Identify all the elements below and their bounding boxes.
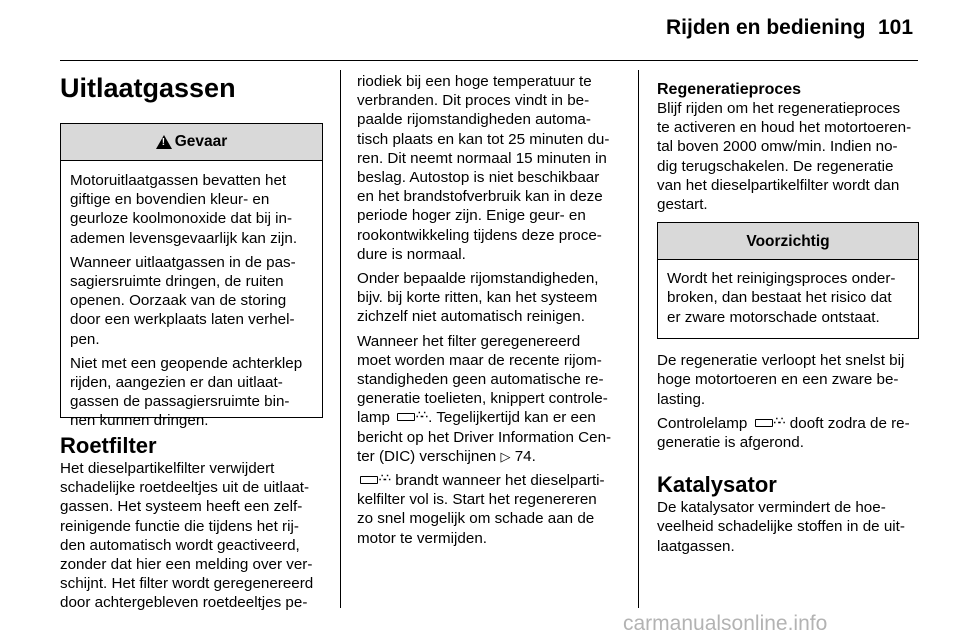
warning-box-title: Gevaar (174, 133, 228, 151)
warning-paragraph (70, 171, 314, 248)
text-line: periode hoger zijn. Enige geur- en (357, 207, 586, 225)
text-line: sagiersruimte dringen, de ruiten (70, 273, 284, 291)
column-1 (60, 72, 323, 618)
text-line: verbranden. Dit proces vindt in be- (357, 92, 590, 110)
text-line: giftige en bovendien kleur- en (70, 191, 270, 209)
text-fragment: . Tegelijkertijd kan er een (428, 409, 596, 427)
text-line: dure is normaal. (357, 245, 466, 263)
page-reference[interactable]: 74. (514, 447, 536, 465)
text-line: en het brandstofverbruik kan in deze (357, 188, 603, 206)
text-line: bijv. bij korte ritten, kan het systeem (357, 289, 598, 307)
text-line (357, 408, 623, 427)
text-fragment: lamp (357, 409, 390, 427)
text-fragment: dooft zodra de re- (789, 414, 910, 432)
text-line: moet worden maar de recente rijom- (357, 351, 602, 369)
warning-paragraph (70, 253, 314, 349)
column-2 (357, 72, 623, 553)
text-line: hoge motortoeren en een zware be- (657, 371, 899, 389)
warning-box-header (61, 124, 322, 161)
text-line: generatie toelieten, knippert controle- (357, 390, 608, 408)
text-line: Blijf rijden om het regeneratieproces (657, 100, 901, 117)
text-line: zo snel mogelijk om schade aan de (357, 510, 595, 528)
warning-box-body (61, 161, 322, 444)
warning-box (60, 123, 323, 430)
warning-triangle-icon (156, 135, 172, 149)
katalysator-paragraph (657, 498, 919, 556)
caution-box (657, 222, 919, 339)
text-line: standigheden geen automatische re- (357, 371, 604, 389)
regeneration-process-paragraph (657, 99, 919, 214)
text-line: er zware motorschade ontstaat. (667, 308, 880, 326)
text-line: gassen. Het systeem heeft een zelf- (60, 498, 303, 516)
text-line: gassen de passagiersruimte bin- (70, 393, 290, 411)
page-number: 101 (878, 16, 914, 39)
text-line: Niet met een geopende achterklep (70, 354, 303, 372)
text-line: schadelijke roetdeeltjes uit de uitlaat- (60, 479, 310, 497)
diesel-particulate-filter-icon: ∴∴ (359, 474, 389, 486)
text-line: ademen levensgevaarlijk kan zijn. (70, 229, 298, 247)
text-line: Wordt het reinigingsproces onder- (667, 270, 896, 288)
text-line: bericht op het Driver Information Cen- (357, 428, 612, 446)
text-line: te activeren en houd het motortoeren- (657, 119, 912, 137)
text-line: generatie is afgerond. (657, 434, 804, 452)
text-line: Het dieselpartikelfilter verwijdert (60, 460, 275, 477)
text-line: openen. Oorzaak van de storing (70, 292, 287, 310)
text-line: Motoruitlaatgassen bevatten het (70, 172, 287, 189)
text-fragment: Controlelamp (657, 414, 748, 432)
text-line: rijden, aangezien er dan uitlaat- (70, 374, 283, 392)
section-heading-uitlaatgassen: Uitlaatgassen (60, 73, 236, 103)
fastest-regeneration-paragraph (657, 351, 919, 409)
text-line (357, 447, 623, 466)
text-line (657, 414, 919, 433)
subheading-regeneratieproces: Regeneratieproces (657, 81, 802, 98)
text-line: nen kunnen dringen. (70, 412, 209, 430)
text-line: De katalysator vermindert de hoe- (657, 499, 886, 517)
text-line: De regeneratie verloopt het snelst bij (657, 352, 905, 370)
text-line: Wanneer het filter geregenereerd (357, 332, 581, 350)
text-line: Onder bepaalde rijomstandigheden, (357, 270, 599, 288)
text-line: lasting. (657, 390, 706, 408)
text-line: den automatisch wordt geactiveerd, (60, 536, 300, 554)
text-line: reinigende functie die tijdens het rij- (60, 517, 299, 535)
text-line: laatgassen. (657, 537, 735, 555)
text-line: door achtergebleven roetdeeltjes pe- (60, 594, 308, 612)
text-line: paalde rijomstandigheden automa- (357, 111, 591, 129)
text-line: zonder dat hier een melding over ver- (60, 556, 313, 574)
running-header-title: Rijden en bediening (666, 16, 866, 39)
text-line: schijnt. Het filter wordt geregenereerd (60, 575, 314, 593)
text-line: zichzelf niet automatisch reinigen. (357, 308, 585, 326)
text-line: motor te vermijden. (357, 529, 487, 547)
regeneration-paragraph (357, 72, 623, 264)
text-fragment: brandt wanneer het dieselparti- (395, 472, 605, 490)
column-divider-2 (638, 70, 639, 608)
section-heading-roetfilter: Roetfilter (60, 433, 157, 458)
text-line: beslag. Autostop is niet beschikbaar (357, 169, 600, 187)
lamp-off-paragraph (657, 414, 919, 452)
text-line: pen. (70, 330, 100, 348)
section-heading-katalysator: Katalysator (657, 472, 777, 498)
text-line: ren. Dit neemt normaal 15 minuten in (357, 149, 607, 167)
text-line: geurloze koolmonoxide dat bij in- (70, 210, 293, 228)
text-line: Wanneer uitlaatgassen in de pas- (70, 253, 296, 271)
caution-box-header: Voorzichtig (658, 223, 918, 260)
text-fragment: ter (DIC) verschijnen (357, 447, 497, 465)
text-line: tisch plaats en kan tot 25 minuten du- (357, 130, 610, 148)
warning-lamp-paragraph (357, 332, 623, 466)
text-line: van het dieselpartikelfilter wordt dan (657, 176, 900, 194)
roetfilter-paragraph (60, 459, 323, 613)
text-line: kelfilter vol is. Start het regenereren (357, 491, 597, 509)
diesel-particulate-filter-icon: ∴∴ (754, 417, 784, 429)
column-3 (657, 72, 919, 561)
filter-full-paragraph (357, 471, 623, 548)
column-divider-1 (340, 70, 341, 608)
text-line: riodiek bij een hoge temperatuur te (357, 73, 592, 90)
text-line: dig terugschakelen. De regeneratie (657, 157, 894, 175)
text-line: broken, dan bestaat het risico dat (667, 289, 892, 307)
page-reference-arrow-icon: ▷ (500, 448, 511, 464)
caution-box-body (658, 260, 918, 335)
header-divider (60, 60, 918, 61)
text-line: tal boven 2000 omw/min. Indien no- (657, 138, 898, 156)
text-line: veelheid schadelijke stoffen in de uit- (657, 518, 905, 536)
text-line (357, 471, 623, 490)
conditions-paragraph (357, 269, 623, 327)
text-line: rookontwikkeling tijdens deze proce- (357, 226, 602, 244)
diesel-particulate-filter-icon: ∴∴ (396, 411, 426, 423)
text-line: door een werkplaats laten verhel- (70, 311, 295, 329)
text-line: gestart. (657, 196, 708, 214)
watermark-text: carmanualsonline.info (623, 612, 828, 635)
